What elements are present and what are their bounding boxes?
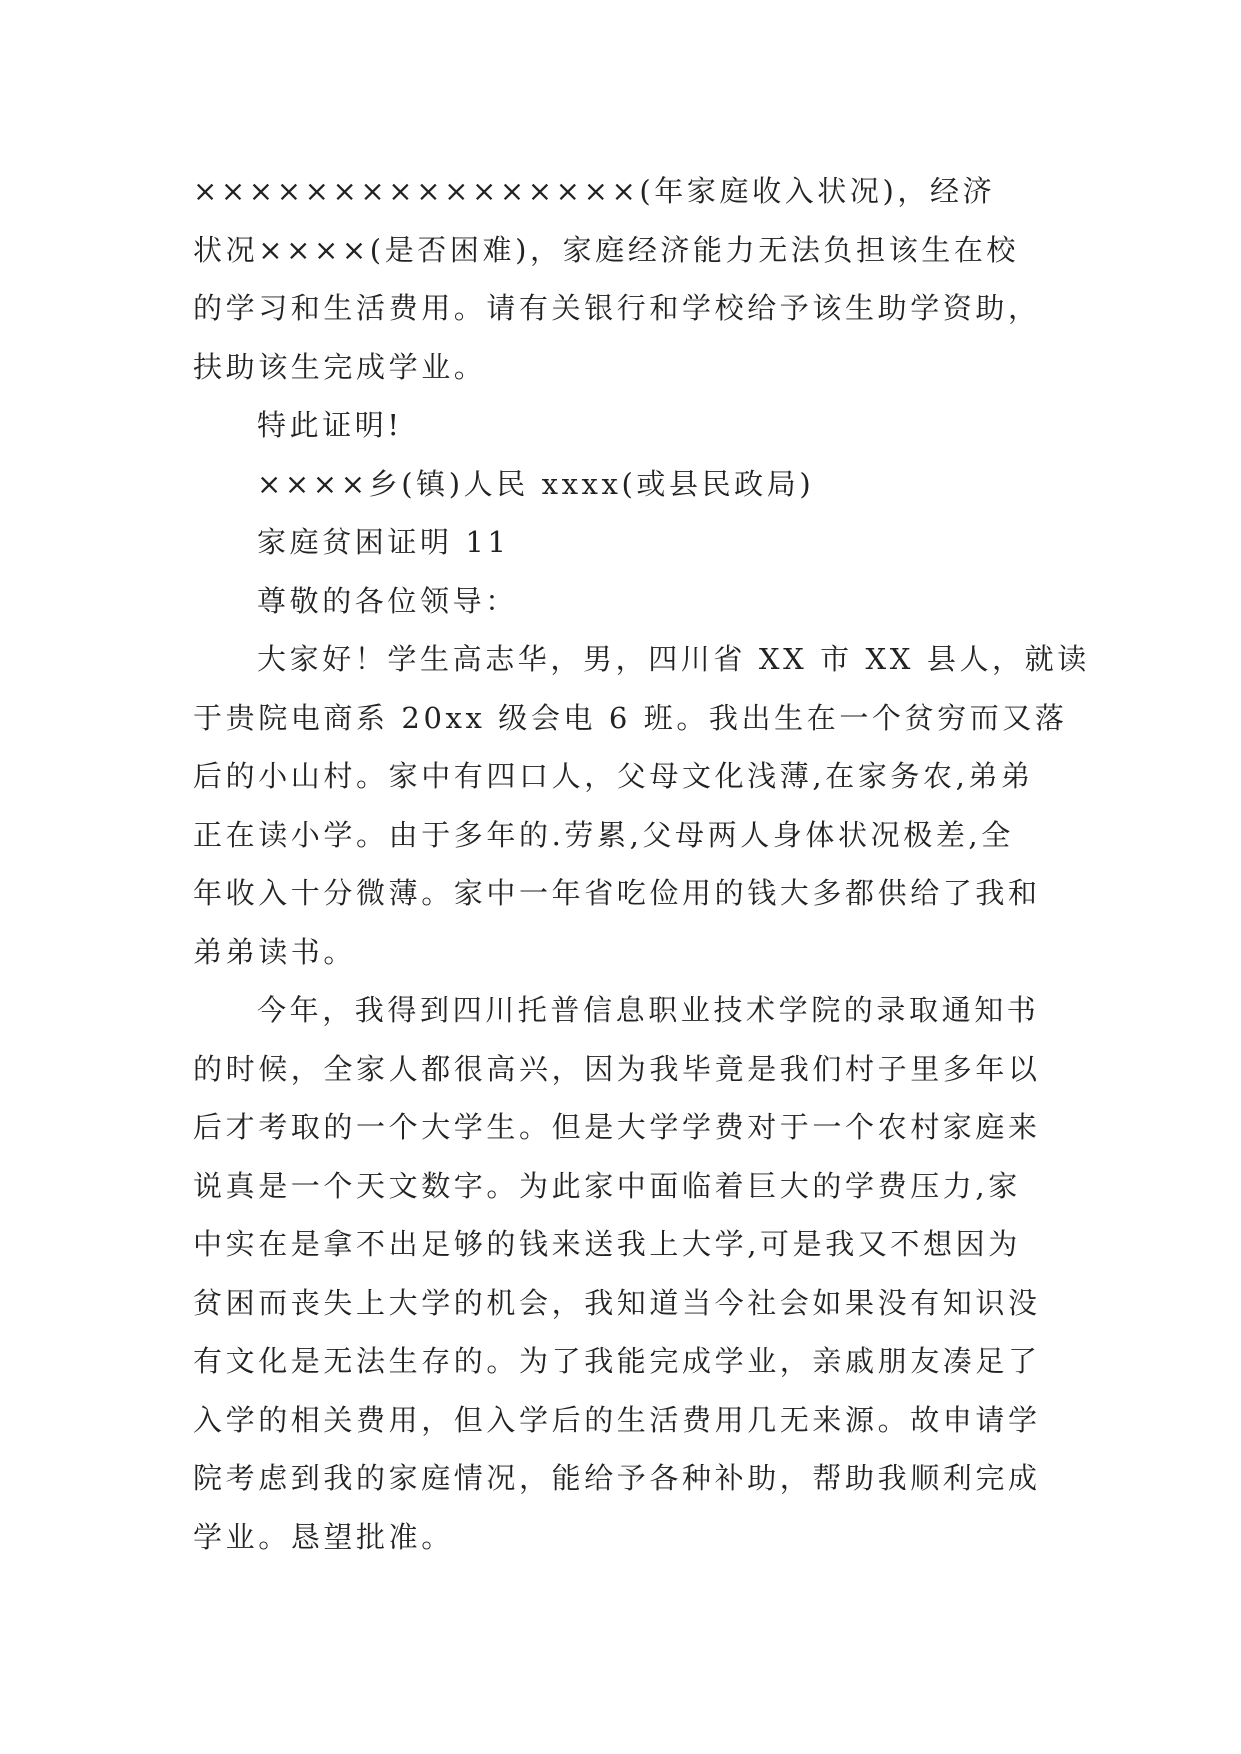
issuer-line: ××××乡(镇)人民 xxxx(或县民政局) [257,466,815,501]
document-body [193,162,1090,1566]
text-line: 入学的相关费用，但入学后的生活费用几无来源。故申请学 [193,1402,1041,1437]
text-line: 扶助该生完成学业。 [193,349,487,384]
text-line: 学业。恳望批准。 [193,1519,454,1554]
text-line: 后才考取的一个大学生。但是大学学费对于一个农村家庭来 [193,1110,1041,1144]
text-line: 的时候，全家人都很高兴，因为我毕竟是我们村子里多年以 [193,1051,1041,1086]
closing-statement: 特此证明! [257,408,403,442]
text-line: 今年，我得到四川托普信息职业技术学院的录取通知书 [257,993,1040,1027]
text-line: 年收入十分微薄。家中一年省吃俭用的钱大多都供给了我和 [193,876,1041,910]
text-line: 后的小山村。家中有四口人，父母文化浅薄,在家务农,弟弟 [193,759,1034,793]
text-line: ××××××××××××××××(年家庭收入状况)，经济 [193,174,996,208]
text-line: 正在读小学。由于多年的.劳累,父母两人身体状况极差,全 [193,817,1014,852]
text-line: 院考虑到我的家庭情况，能给予各种补助，帮助我顺利完成 [193,1461,1041,1495]
text-line: 有文化是无法生存的。为了我能完成学业，亲戚朋友凑足了 [193,1344,1041,1378]
text-line: 贫困而丧失上大学的机会，我知道当今社会如果没有知识没 [193,1285,1041,1320]
text-line: 于贵院电商系 20xx 级会电 6 班。我出生在一个贫穷而又落 [193,700,1068,735]
text-line: 的学习和生活费用。请有关银行和学校给予该生助学资助， [193,291,1041,325]
text-line: 弟弟读书。 [193,934,357,969]
text-line: 中实在是拿不出足够的钱来送我上大学,可是我又不想因为 [193,1227,1021,1261]
salutation: 尊敬的各位领导： [257,583,518,618]
section-heading: 家庭贫困证明 11 [257,525,510,559]
text-line: 大家好！学生高志华，男，四川省 XX 市 XX 县人，就读 [257,642,1090,676]
text-line: 说真是一个天文数字。为此家中面临着巨大的学费压力,家 [193,1168,1021,1203]
text-line: 状况××××(是否困难)，家庭经济能力无法负担该生在校 [193,232,1020,267]
